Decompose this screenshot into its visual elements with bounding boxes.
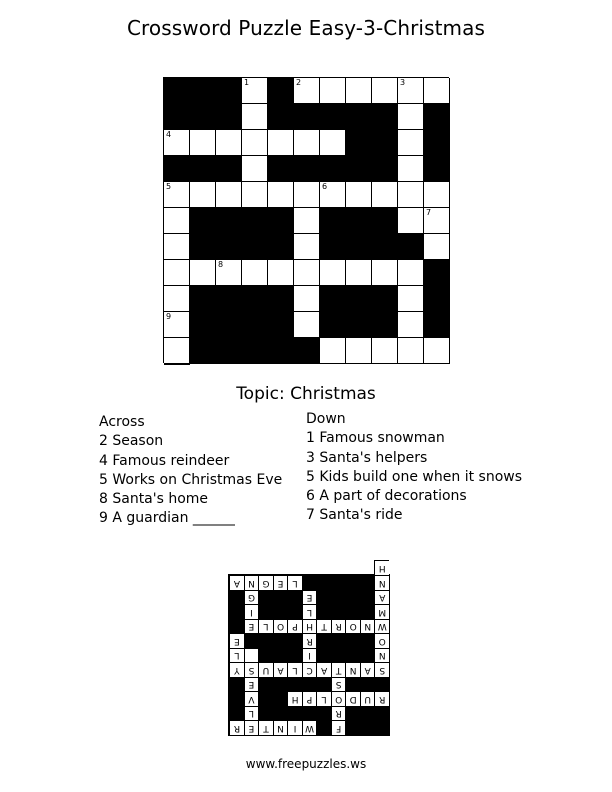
black-square: [164, 104, 190, 130]
puzzle-cell[interactable]: [320, 260, 346, 286]
answer-black-square: [229, 706, 244, 721]
puzzle-cell[interactable]: [346, 260, 372, 286]
black-square: [320, 286, 346, 312]
puzzle-cell[interactable]: [424, 234, 450, 260]
answer-letter: F: [331, 720, 346, 735]
puzzle-cell[interactable]: [398, 156, 424, 182]
answer-letter: C: [302, 662, 317, 677]
puzzle-cell[interactable]: [190, 182, 216, 208]
answer-letter: G: [244, 590, 259, 605]
answer-letter: L: [287, 575, 302, 590]
answer-black-square: [316, 706, 331, 721]
answer-black-square: [287, 590, 302, 605]
answer-black-square: [316, 720, 331, 735]
down-heading: Down: [306, 411, 346, 427]
answer-black-square: [287, 633, 302, 648]
answer-letter: M: [374, 604, 389, 619]
black-square: [424, 130, 450, 156]
answer-letter: T: [316, 619, 331, 634]
black-square: [242, 338, 268, 364]
black-square: [242, 286, 268, 312]
black-square: [216, 286, 242, 312]
puzzle-cell[interactable]: [164, 364, 190, 365]
black-square: [242, 208, 268, 234]
answer-black-square: [258, 706, 273, 721]
puzzle-cell[interactable]: [398, 286, 424, 312]
down-clue: 6 A part of decorations: [306, 488, 467, 505]
down-clue: 5 Kids build one when it snows: [306, 468, 523, 485]
answer-letter: L: [316, 691, 331, 706]
answer-letter: I: [302, 648, 317, 663]
answer-letter: D: [345, 691, 360, 706]
answer-black-square: [360, 590, 375, 605]
black-square: [372, 286, 398, 312]
answer-letter: G: [258, 575, 273, 590]
black-square: [190, 208, 216, 234]
answer-letter: R: [331, 706, 346, 721]
black-square: [216, 104, 242, 130]
answer-black-square: [345, 720, 360, 735]
puzzle-cell[interactable]: [268, 182, 294, 208]
answer-letter: R: [374, 691, 389, 706]
answer-letter: O: [273, 619, 288, 634]
answer-black-square: [345, 706, 360, 721]
answer-black-square: [302, 575, 317, 590]
across-clue: 5 Works on Christmas Eve: [99, 471, 283, 488]
answer-letter: O: [374, 633, 389, 648]
answer-black-square: [287, 706, 302, 721]
across-clue: 9 A guardian ______: [99, 510, 235, 527]
puzzle-cell[interactable]: [320, 182, 346, 208]
answer-black-square: [360, 575, 375, 590]
answer-letter: P: [287, 619, 302, 634]
puzzle-cell[interactable]: [164, 260, 190, 286]
puzzle-cell[interactable]: [372, 182, 398, 208]
black-square: [346, 312, 372, 338]
black-square: [346, 130, 372, 156]
answer-letter: W: [302, 720, 317, 735]
answer-letter: N: [345, 662, 360, 677]
answer-black-square: [229, 604, 244, 619]
puzzle-cell[interactable]: [424, 208, 450, 234]
answer-letter: A: [360, 662, 375, 677]
answer-black-square: [229, 619, 244, 634]
answer-black-square: [345, 677, 360, 692]
answer-letter: P: [302, 691, 317, 706]
black-square: [216, 78, 242, 104]
clue-number: 2: [296, 78, 302, 87]
puzzle-cell[interactable]: [242, 260, 268, 286]
answer-letter: E: [229, 633, 244, 648]
puzzle-cell[interactable]: [294, 312, 320, 338]
black-square: [346, 286, 372, 312]
black-square: [372, 312, 398, 338]
answer-black-square: [229, 590, 244, 605]
answer-black-square: [316, 648, 331, 663]
answer-black-square: [316, 677, 331, 692]
answer-black-square: [316, 633, 331, 648]
across-clue: 2 Season: [99, 433, 164, 450]
footer-url: www.freepuzzles.ws: [245, 757, 367, 771]
answer-letter: H: [374, 560, 389, 575]
answer-letter: S: [244, 662, 259, 677]
clue-number: 4: [166, 130, 172, 139]
answer-letter: S: [331, 677, 346, 692]
black-square: [190, 78, 216, 104]
answer-letter: I: [287, 720, 302, 735]
answer-letter: [244, 648, 259, 663]
answer-key-grid: [228, 563, 390, 736]
answer-black-square: [374, 706, 389, 721]
black-square: [190, 286, 216, 312]
puzzle-cell[interactable]: [242, 78, 268, 104]
puzzle-cell[interactable]: [268, 260, 294, 286]
answer-black-square: [360, 677, 375, 692]
answer-letter: W: [374, 619, 389, 634]
puzzle-cell[interactable]: [190, 260, 216, 286]
answer-black-square: [273, 677, 288, 692]
black-square: [424, 260, 450, 286]
answer-black-square: [258, 648, 273, 663]
black-square: [424, 104, 450, 130]
puzzle-cell[interactable]: [190, 130, 216, 156]
puzzle-cell[interactable]: [294, 234, 320, 260]
puzzle-cell[interactable]: [398, 338, 424, 364]
clue-number: 6: [322, 182, 328, 191]
answer-letter: H: [302, 619, 317, 634]
black-square: [216, 312, 242, 338]
puzzle-cell[interactable]: [372, 338, 398, 364]
puzzle-cell[interactable]: [294, 182, 320, 208]
black-square: [268, 286, 294, 312]
black-square: [190, 338, 216, 364]
answer-black-square: [360, 604, 375, 619]
answer-black-square: [302, 677, 317, 692]
puzzle-cell[interactable]: [294, 286, 320, 312]
black-square: [268, 78, 294, 104]
puzzle-cell[interactable]: [164, 312, 190, 338]
puzzle-cell[interactable]: [346, 78, 372, 104]
black-square: [242, 312, 268, 338]
puzzle-cell[interactable]: [216, 182, 242, 208]
puzzle-cell[interactable]: [164, 234, 190, 260]
puzzle-cell[interactable]: [346, 338, 372, 364]
answer-black-square: [360, 633, 375, 648]
answer-black-square: [258, 691, 273, 706]
answer-letter: N: [273, 720, 288, 735]
clue-number: 1: [244, 78, 250, 87]
answer-letter: L: [244, 706, 259, 721]
black-square: [346, 208, 372, 234]
black-square: [372, 130, 398, 156]
answer-black-square: [316, 590, 331, 605]
puzzle-cell[interactable]: [294, 260, 320, 286]
black-square: [216, 234, 242, 260]
answer-black-square: [345, 633, 360, 648]
black-square: [164, 78, 190, 104]
puzzle-cell[interactable]: [164, 286, 190, 312]
answer-letter: L: [302, 604, 317, 619]
answer-letter: R: [331, 619, 346, 634]
down-clue: 3 Santa's helpers: [306, 449, 428, 466]
answer-letter: U: [360, 691, 375, 706]
puzzle-cell[interactable]: [372, 78, 398, 104]
puzzle-cell[interactable]: [242, 182, 268, 208]
puzzle-cell[interactable]: [268, 130, 294, 156]
answer-letter: T: [258, 720, 273, 735]
answer-letter: S: [374, 662, 389, 677]
black-square: [190, 156, 216, 182]
black-square: [424, 156, 450, 182]
answer-black-square: [345, 590, 360, 605]
black-square: [190, 104, 216, 130]
across-clues: [99, 413, 282, 529]
black-square: [372, 208, 398, 234]
clue-number: 8: [218, 260, 224, 269]
answer-black-square: [374, 720, 389, 735]
puzzle-cell[interactable]: [242, 104, 268, 130]
black-square: [424, 286, 450, 312]
black-square: [268, 312, 294, 338]
answer-letter: L: [229, 648, 244, 663]
answer-black-square: [331, 590, 346, 605]
answer-black-square: [273, 706, 288, 721]
black-square: [190, 234, 216, 260]
answer-black-square: [273, 633, 288, 648]
answer-black-square: [287, 604, 302, 619]
puzzle-cell[interactable]: [398, 260, 424, 286]
black-square: [268, 234, 294, 260]
black-square: [242, 234, 268, 260]
across-clue: 4 Famous reindeer: [99, 452, 230, 469]
black-square: [398, 234, 424, 260]
puzzle-cell[interactable]: [398, 182, 424, 208]
answer-letter: R: [302, 633, 317, 648]
answer-black-square: [302, 706, 317, 721]
answer-black-square: [374, 677, 389, 692]
black-square: [216, 208, 242, 234]
answer-black-square: [316, 575, 331, 590]
black-square: [320, 312, 346, 338]
answer-black-square: [258, 604, 273, 619]
black-square: [320, 104, 346, 130]
black-square: [216, 156, 242, 182]
black-square: [268, 338, 294, 364]
puzzle-cell[interactable]: [164, 208, 190, 234]
answer-black-square: [345, 575, 360, 590]
puzzle-cell[interactable]: [216, 130, 242, 156]
answer-black-square: [331, 648, 346, 663]
answer-letter: Y: [229, 662, 244, 677]
answer-black-square: [244, 633, 259, 648]
black-square: [294, 338, 320, 364]
answer-black-square: [360, 648, 375, 663]
clue-number: 7: [426, 208, 432, 217]
puzzle-cell[interactable]: [242, 130, 268, 156]
answer-letter: A: [374, 590, 389, 605]
puzzle-cell[interactable]: [424, 182, 450, 208]
across-heading: Across: [99, 414, 145, 430]
answer-letter: T: [331, 662, 346, 677]
black-square: [268, 156, 294, 182]
answer-black-square: [360, 706, 375, 721]
answer-black-square: [273, 691, 288, 706]
answer-black-square: [258, 677, 273, 692]
answer-black-square: [229, 677, 244, 692]
puzzle-cell[interactable]: [216, 260, 242, 286]
answer-black-square: [360, 720, 375, 735]
down-clue: 7 Santa's ride: [306, 507, 403, 524]
answer-letter: V: [244, 691, 259, 706]
answer-letter: N: [360, 619, 375, 634]
down-clue: 1 Famous snowman: [306, 430, 445, 447]
puzzle-cell[interactable]: [320, 338, 346, 364]
puzzle-cell[interactable]: [398, 104, 424, 130]
black-square: [190, 312, 216, 338]
black-square: [346, 104, 372, 130]
answer-black-square: [316, 604, 331, 619]
answer-black-square: [258, 633, 273, 648]
crossword-grid: [163, 77, 449, 363]
answer-black-square: [345, 604, 360, 619]
black-square: [372, 156, 398, 182]
answer-black-square: [331, 604, 346, 619]
puzzle-cell[interactable]: [164, 338, 190, 364]
puzzle-cell[interactable]: [346, 182, 372, 208]
answer-black-square: [229, 691, 244, 706]
across-clue: 8 Santa's home: [99, 491, 209, 508]
answer-letter: U: [258, 662, 273, 677]
answer-letter: O: [345, 619, 360, 634]
black-square: [320, 234, 346, 260]
puzzle-cell[interactable]: [294, 78, 320, 104]
answer-letter: N: [374, 648, 389, 663]
answer-black-square: [258, 590, 273, 605]
puzzle-cell[interactable]: [164, 130, 190, 156]
black-square: [294, 104, 320, 130]
answer-letter: A: [316, 662, 331, 677]
puzzle-cell[interactable]: [372, 260, 398, 286]
black-square: [372, 104, 398, 130]
page-title: Crossword Puzzle Easy-3-Christmas: [126, 16, 486, 40]
puzzle-cell[interactable]: [424, 338, 450, 364]
black-square: [320, 156, 346, 182]
clue-number: 5: [166, 182, 172, 191]
topic-heading: Topic: Christmas: [236, 384, 376, 404]
black-square: [320, 208, 346, 234]
answer-letter: E: [273, 575, 288, 590]
answer-letter: E: [302, 590, 317, 605]
answer-black-square: [287, 677, 302, 692]
black-square: [268, 208, 294, 234]
answer-black-square: [273, 590, 288, 605]
puzzle-cell[interactable]: [398, 208, 424, 234]
answer-letter: H: [287, 691, 302, 706]
puzzle-cell[interactable]: [294, 130, 320, 156]
puzzle-cell[interactable]: [164, 182, 190, 208]
black-square: [372, 234, 398, 260]
black-square: [216, 338, 242, 364]
answer-black-square: [345, 648, 360, 663]
answer-letter: O: [331, 691, 346, 706]
answer-letter: I: [244, 604, 259, 619]
black-square: [346, 156, 372, 182]
puzzle-cell[interactable]: [424, 78, 450, 104]
down-clues: [306, 410, 522, 526]
answer-letter: A: [229, 575, 244, 590]
puzzle-cell[interactable]: [242, 156, 268, 182]
clue-number: 3: [400, 78, 406, 87]
puzzle-cell[interactable]: [294, 208, 320, 234]
black-square: [164, 156, 190, 182]
answer-black-square: [273, 648, 288, 663]
answer-letter: E: [244, 619, 259, 634]
answer-letter: N: [374, 575, 389, 590]
answer-letter: L: [287, 662, 302, 677]
puzzle-cell[interactable]: [398, 312, 424, 338]
answer-letter: R: [229, 720, 244, 735]
answer-black-square: [273, 604, 288, 619]
answer-letter: N: [244, 575, 259, 590]
puzzle-cell[interactable]: [398, 78, 424, 104]
answer-letter: A: [273, 662, 288, 677]
answer-letter: E: [244, 720, 259, 735]
answer-black-square: [331, 575, 346, 590]
answer-letter: E: [244, 677, 259, 692]
black-square: [424, 312, 450, 338]
puzzle-cell[interactable]: [320, 130, 346, 156]
answer-black-square: [331, 633, 346, 648]
black-square: [294, 156, 320, 182]
black-square: [346, 234, 372, 260]
puzzle-cell[interactable]: [398, 130, 424, 156]
black-square: [268, 104, 294, 130]
answer-letter: L: [258, 619, 273, 634]
clue-number: 9: [166, 312, 172, 321]
puzzle-cell[interactable]: [320, 78, 346, 104]
answer-black-square: [287, 648, 302, 663]
